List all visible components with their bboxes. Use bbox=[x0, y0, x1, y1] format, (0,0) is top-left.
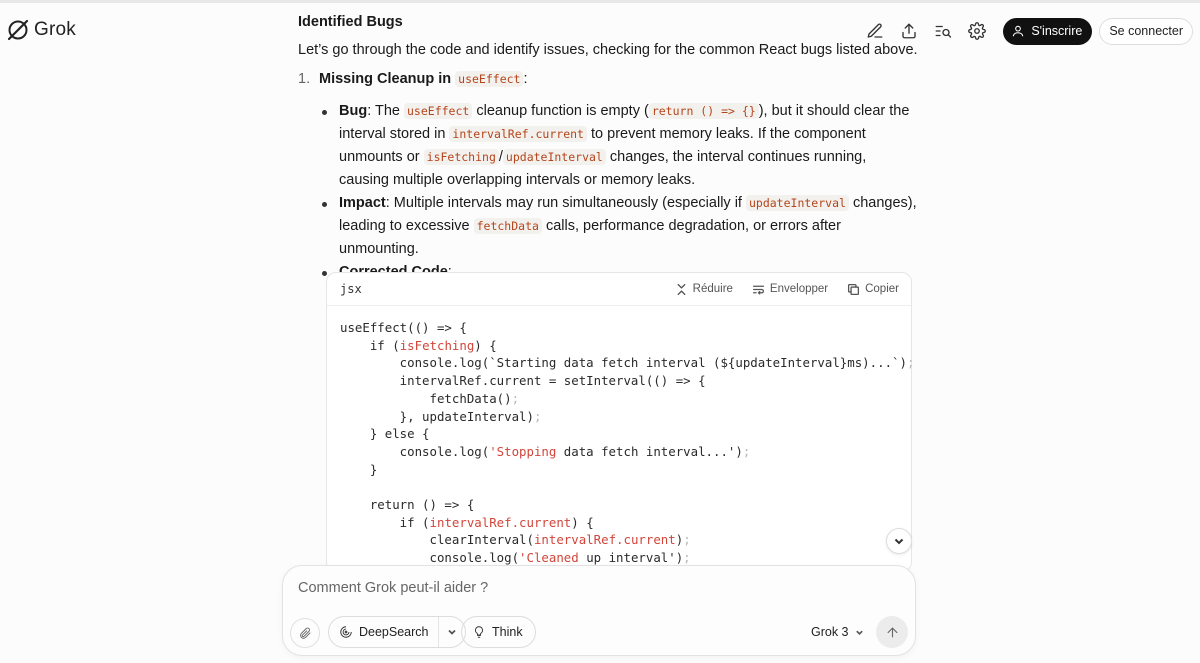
code-line: } else { bbox=[340, 426, 430, 442]
code-line: intervalRef.current = setInterval(() => { bbox=[340, 373, 706, 389]
code-line: clearInterval( bbox=[340, 532, 534, 548]
copy-button[interactable] bbox=[847, 283, 899, 296]
code-line: console.log(`Starting data fetch interval (${updateInterval}ms)...`) bbox=[340, 355, 907, 371]
deepsearch-icon bbox=[339, 625, 353, 639]
text: ), but it should clear the interval stored in bbox=[339, 103, 910, 142]
wrap-button[interactable] bbox=[752, 283, 828, 296]
collapse-icon bbox=[675, 283, 688, 296]
code-token: isFetching bbox=[399, 337, 475, 353]
signup-button[interactable] bbox=[1003, 18, 1092, 45]
text: to prevent memory leaks. If the component unmounts or bbox=[339, 126, 866, 165]
settings-button[interactable] bbox=[963, 17, 991, 45]
bug-label: Bug bbox=[339, 103, 368, 119]
code-token: ; bbox=[742, 443, 751, 459]
code-token: 'Stopping bbox=[489, 443, 557, 459]
chevron-down-icon bbox=[893, 535, 905, 547]
text: changes, the interval continues running, causing multiple overlapping intervals or memory leaks. bbox=[339, 149, 867, 188]
code-token: up interval') bbox=[578, 550, 684, 566]
copy-label: Copier bbox=[865, 283, 899, 295]
lightbulb-icon bbox=[472, 625, 486, 639]
prompt-input[interactable] bbox=[298, 580, 878, 596]
code-token: data fetch interval...') bbox=[556, 443, 743, 459]
inline-code: useEffect bbox=[404, 103, 472, 119]
attach-button[interactable] bbox=[290, 618, 320, 648]
copy-icon bbox=[847, 283, 860, 296]
code-content bbox=[327, 306, 915, 580]
gear-icon bbox=[968, 22, 986, 40]
top-divider bbox=[0, 0, 1200, 3]
collapse-label: Réduire bbox=[692, 283, 733, 295]
think-label: Think bbox=[492, 625, 523, 639]
scroll-to-bottom-button[interactable] bbox=[886, 528, 912, 554]
user-icon bbox=[1011, 24, 1025, 38]
code-token: intervalRef.current bbox=[533, 532, 676, 548]
login-label: Se connecter bbox=[1109, 24, 1183, 38]
deepsearch-label: DeepSearch bbox=[359, 625, 429, 639]
item-title-suffix: : bbox=[523, 71, 528, 87]
header-actions bbox=[861, 17, 1193, 45]
paperclip-icon bbox=[298, 626, 312, 640]
code-block-header bbox=[327, 273, 911, 306]
code-line: if ( bbox=[340, 514, 430, 530]
text: calls, performance degradation, or errors after unmounting. bbox=[339, 218, 841, 257]
code-token: ) { bbox=[474, 337, 497, 353]
inline-code: isFetching bbox=[424, 149, 499, 165]
code-line: return () => { bbox=[340, 497, 475, 513]
code-line: console.log( bbox=[340, 550, 520, 566]
wrap-icon bbox=[752, 283, 765, 296]
item-number: 1. bbox=[298, 71, 311, 87]
wrap-label: Envelopper bbox=[769, 283, 829, 295]
code-block bbox=[326, 272, 915, 572]
list-search-icon bbox=[934, 22, 952, 40]
code-line: console.log( bbox=[340, 443, 490, 459]
history-search-button[interactable] bbox=[929, 17, 957, 45]
impact-label: Impact bbox=[339, 195, 386, 211]
chevron-down-icon bbox=[447, 627, 457, 637]
section-heading: Identified Bugs bbox=[298, 14, 403, 30]
intro-paragraph: Let’s go through the code and identify issues, checking for the common React bugs listed above. bbox=[298, 42, 918, 58]
inline-code: fetchData bbox=[474, 218, 542, 234]
deepsearch-control bbox=[328, 616, 466, 648]
bullet-impact bbox=[320, 192, 920, 261]
login-button[interactable] bbox=[1099, 18, 1193, 45]
app-name: Grok bbox=[34, 19, 76, 40]
signup-label: S'inscrire bbox=[1031, 24, 1083, 38]
code-language: jsx bbox=[340, 282, 362, 296]
grok-logo[interactable] bbox=[6, 18, 76, 42]
deepsearch-button[interactable] bbox=[329, 617, 438, 647]
collapse-button[interactable] bbox=[675, 283, 733, 296]
code-token: ; bbox=[533, 408, 542, 424]
code-line: fetchData() bbox=[340, 390, 512, 406]
code-line: }, updateInterval) bbox=[340, 408, 534, 424]
code-line: if ( bbox=[340, 337, 400, 353]
edit-icon bbox=[866, 22, 884, 40]
code-token: ; bbox=[683, 550, 691, 566]
item-title: Missing Cleanup in bbox=[319, 71, 452, 87]
grok-logo-icon bbox=[6, 18, 30, 42]
inline-code: useEffect bbox=[455, 71, 523, 87]
code-token: 'Cleaned bbox=[519, 550, 579, 566]
bullet-bug bbox=[320, 100, 920, 192]
send-button[interactable] bbox=[876, 616, 908, 648]
code-line: useEffect(() => { bbox=[340, 320, 467, 335]
upload-icon bbox=[900, 22, 918, 40]
inline-code: intervalRef.current bbox=[449, 126, 587, 142]
code-token: ) bbox=[675, 532, 684, 548]
text: changes), leading to excessive bbox=[339, 195, 917, 234]
inline-code: return () => {} bbox=[649, 103, 759, 119]
bullet-list bbox=[320, 100, 920, 284]
numbered-item bbox=[298, 71, 528, 87]
inline-code: updateInterval bbox=[746, 195, 849, 211]
model-label: Grok 3 bbox=[811, 625, 849, 639]
new-chat-button[interactable] bbox=[861, 17, 889, 45]
text: : The bbox=[367, 103, 404, 119]
text: cleanup function is empty ( bbox=[472, 103, 649, 119]
code-token: ) { bbox=[571, 514, 594, 530]
share-button[interactable] bbox=[895, 17, 923, 45]
chevron-down-icon bbox=[855, 628, 864, 637]
think-button[interactable] bbox=[461, 616, 536, 648]
code-token: ; bbox=[511, 390, 520, 406]
arrow-up-icon bbox=[885, 625, 900, 640]
model-selector[interactable] bbox=[811, 625, 864, 639]
text: : Multiple intervals may run simultaneously (especially if bbox=[385, 195, 746, 211]
text: / bbox=[498, 149, 503, 165]
chat-composer bbox=[282, 565, 916, 656]
code-token: intervalRef.current bbox=[429, 514, 572, 530]
code-token: ; bbox=[906, 355, 915, 371]
code-line: } bbox=[340, 461, 378, 477]
code-token: ; bbox=[683, 532, 691, 548]
inline-code: updateInterval bbox=[503, 149, 606, 165]
